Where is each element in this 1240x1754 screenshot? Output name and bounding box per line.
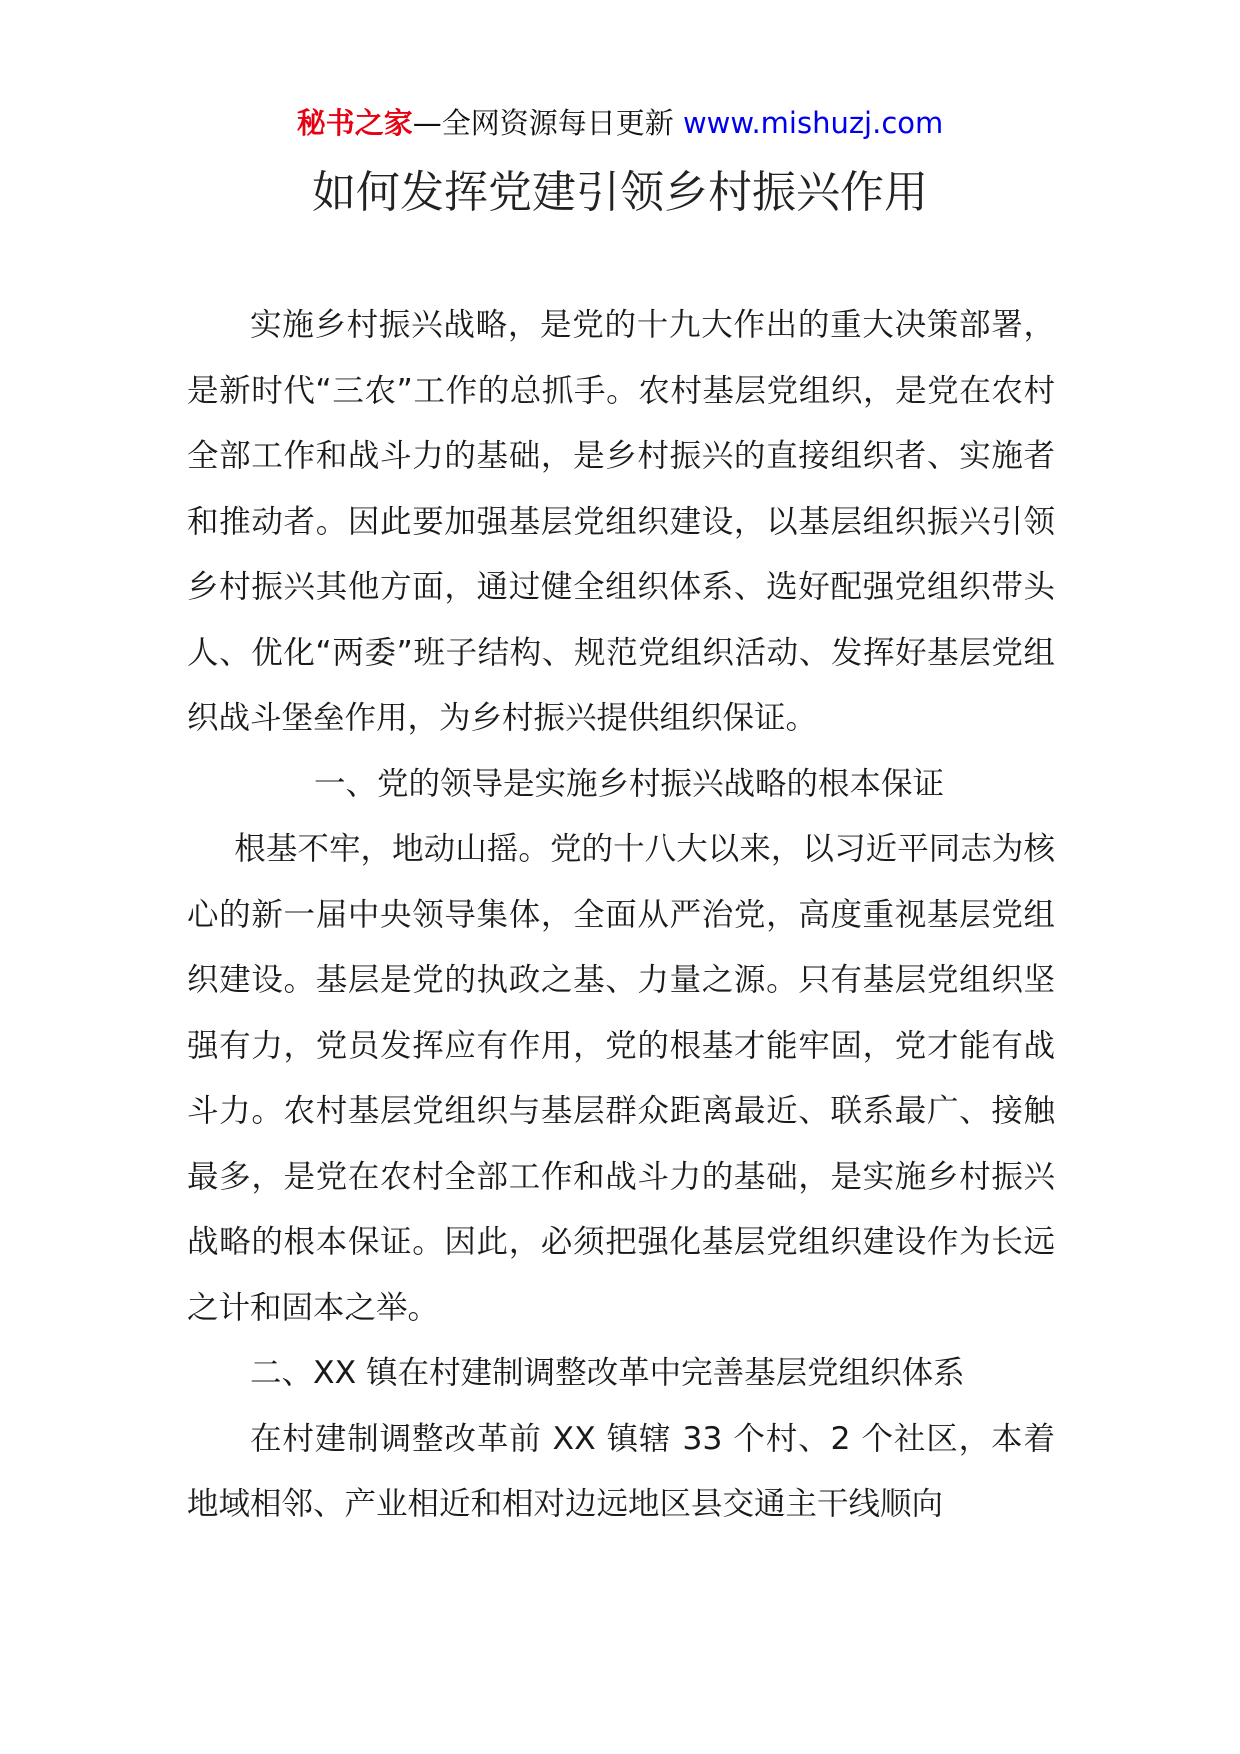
paragraph-section-2: 在村建制调整改革前 XX 镇辖 33 个村、2 个社区，本着地域相邻、产业相近和相对边远地区县交通主干线顺向 [187, 1420, 1055, 1522]
paragraph-section-1: 根基不牢，地动山摇。党的十八大以来，以习近平同志为核心的新一届中央领导集体，全面从严治党，高度重视基层党组织建设。基层是党的执政之基、力量之源。只有基层党组织坚强有力，党员发挥应有作用，党的根基才能牢固，党才能有战斗力。农村基层党组织与基层群众距离最近、联系最广、接触最多，是党在农村全部工作和战斗力的基础，是实施乡村振兴战略的根本保证。因此，必须把强化基层党组织建设作为长远之计和固本之举。 [187, 831, 1055, 1326]
section-heading-1: 一、党的领导是实施乡村振兴战略的根本保证 [314, 765, 945, 802]
header-tagline: —全网资源每日更新 [412, 106, 674, 140]
site-header [0, 100, 1240, 146]
document-body [187, 293, 1055, 1538]
brand-name: 秘书之家 [296, 106, 413, 140]
section-heading-2: 二、XX 镇在村建制调整改革中完善基层党组织体系 [250, 1355, 965, 1391]
paragraph-intro: 实施乡村振兴战略，是党的十九大作出的重大决策部署，是新时代“三农”工作的总抓手。农村基层党组织，是党在农村全部工作和战斗力的基础，是乡村振兴的直接组织者、实施者和推动者。因此要加强基层党组织建设，以基层组织振兴引领乡村振兴其他方面，通过健全组织体系、选好配强党组织带头人、优化“两委”班子结构、规范党组织活动、发挥好基层党组织战斗堡垒作用，为乡村振兴提供组织保证。 [187, 307, 1055, 736]
site-url-link[interactable]: www.mishuzj.com [682, 106, 944, 140]
document-title: 如何发挥党建引领乡村振兴作用 [312, 167, 928, 218]
